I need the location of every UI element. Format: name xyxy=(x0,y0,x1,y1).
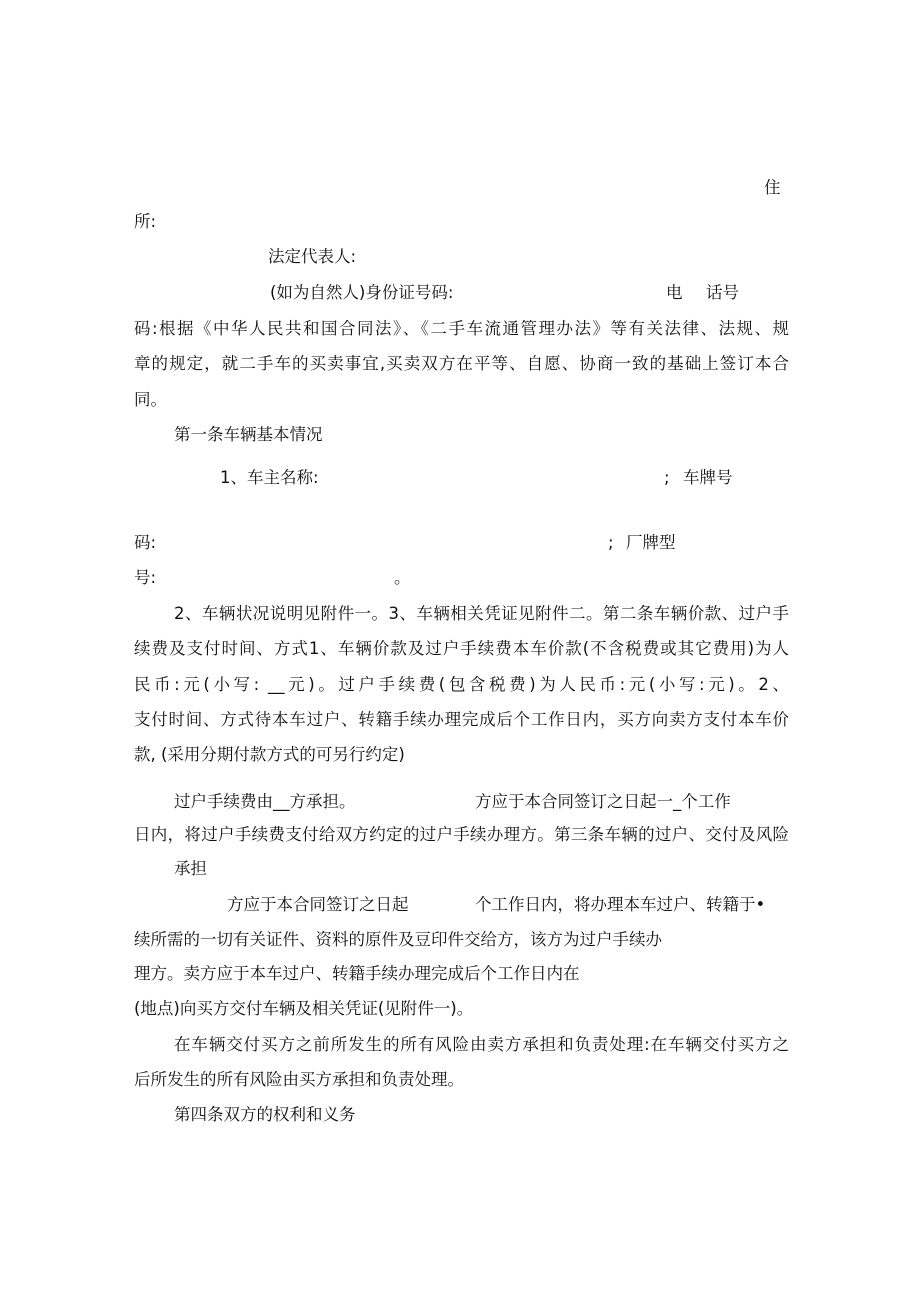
phone-label-part1: 电 xyxy=(666,283,683,302)
intro-paragraph-line: 同。 xyxy=(134,390,167,409)
article-2-paragraph-line: 2、车辆状况说明见附件一。3、车辆相关凭证见附件二。第二条车辆价款、过户手 xyxy=(174,604,789,623)
phone-label-part2: 话号 xyxy=(706,283,739,302)
article-4-title: 第四条双方的权利和义务 xyxy=(174,1105,356,1124)
address-label-part1: 住 xyxy=(764,178,781,197)
brand-period: 。 xyxy=(394,568,411,587)
transfer-fee-line: 方应于本合同签订之日起一_个工作 xyxy=(475,792,731,811)
article-3-title-end: 承担 xyxy=(174,859,207,878)
id-number-label: (如为自然人)身份证号码: xyxy=(270,283,454,302)
article-2-paragraph-line: 续费及支付时间、方式1、车辆价款及过户手续费本车价款(不含税费或其它费用)为人 xyxy=(134,639,789,658)
brand-model-label-part2: 号: xyxy=(134,568,157,587)
intro-paragraph-line: 码:根据《中华人民共和国合同法》、《二手车流通管理办法》等有关法律、法规、规 xyxy=(134,319,789,338)
article-3-line: 方应于本合同签订之日起 xyxy=(227,895,409,914)
article-1-title: 第一条车辆基本情况 xyxy=(174,425,323,444)
plate-separator: ; xyxy=(664,468,670,487)
article-3-line: (地点)向买方交付车辆及相关凭证(见附件一)。 xyxy=(134,999,474,1018)
article-3-line: 个工作日内，将办理本车过户、转籍于• xyxy=(475,895,766,914)
plate-number-label-part2: 码: xyxy=(134,533,157,552)
legal-representative-label: 法定代表人: xyxy=(268,247,357,266)
article-3-line: 续所需的一切有关证件、资料的原件及豆印件交给方，该方为过户手续办 xyxy=(134,930,662,949)
article-2-paragraph-line: 民币:元(小写: __元)。过户手续费(包含税费)为人民币:元(小写:元)。2、 xyxy=(134,675,789,694)
plate-number-label-part1: 车牌号 xyxy=(683,468,733,487)
intro-paragraph-line: 章的规定，就二手车的买卖事宜,买卖双方在平等、自愿、协商一致的基础上签订本合 xyxy=(134,354,789,373)
address-label-part2: 所: xyxy=(134,212,157,231)
brand-separator: ; xyxy=(608,533,614,552)
brand-model-label-part1: 厂牌型 xyxy=(626,533,676,552)
transfer-fee-line: 过户手续费由__方承担。 xyxy=(174,792,356,811)
risk-paragraph-line: 在车辆交付买方之前所发生的所有风险由卖方承担和负责处理:在车辆交付买方之 xyxy=(174,1035,789,1054)
article-3-line: 理方。卖方应于本车过户、转籍手续办理完成后个工作日内在 xyxy=(134,964,580,983)
article-2-paragraph-line: 支付时间、方式待本车过户、转籍手续办理完成后个工作日内，买方向卖方支付本车价 xyxy=(134,710,789,729)
owner-name-label: 1、车主名称: xyxy=(220,468,319,487)
article-2-paragraph-line: 款, (采用分期付款方式的可另行约定) xyxy=(134,745,405,764)
risk-paragraph-line: 后所发生的所有风险由买方承担和负责处理。 xyxy=(134,1070,464,1089)
transfer-fee-line: 日内，将过户手续费支付给双方约定的过户手续办理方。第三条车辆的过户、交付及风险 xyxy=(134,825,789,844)
